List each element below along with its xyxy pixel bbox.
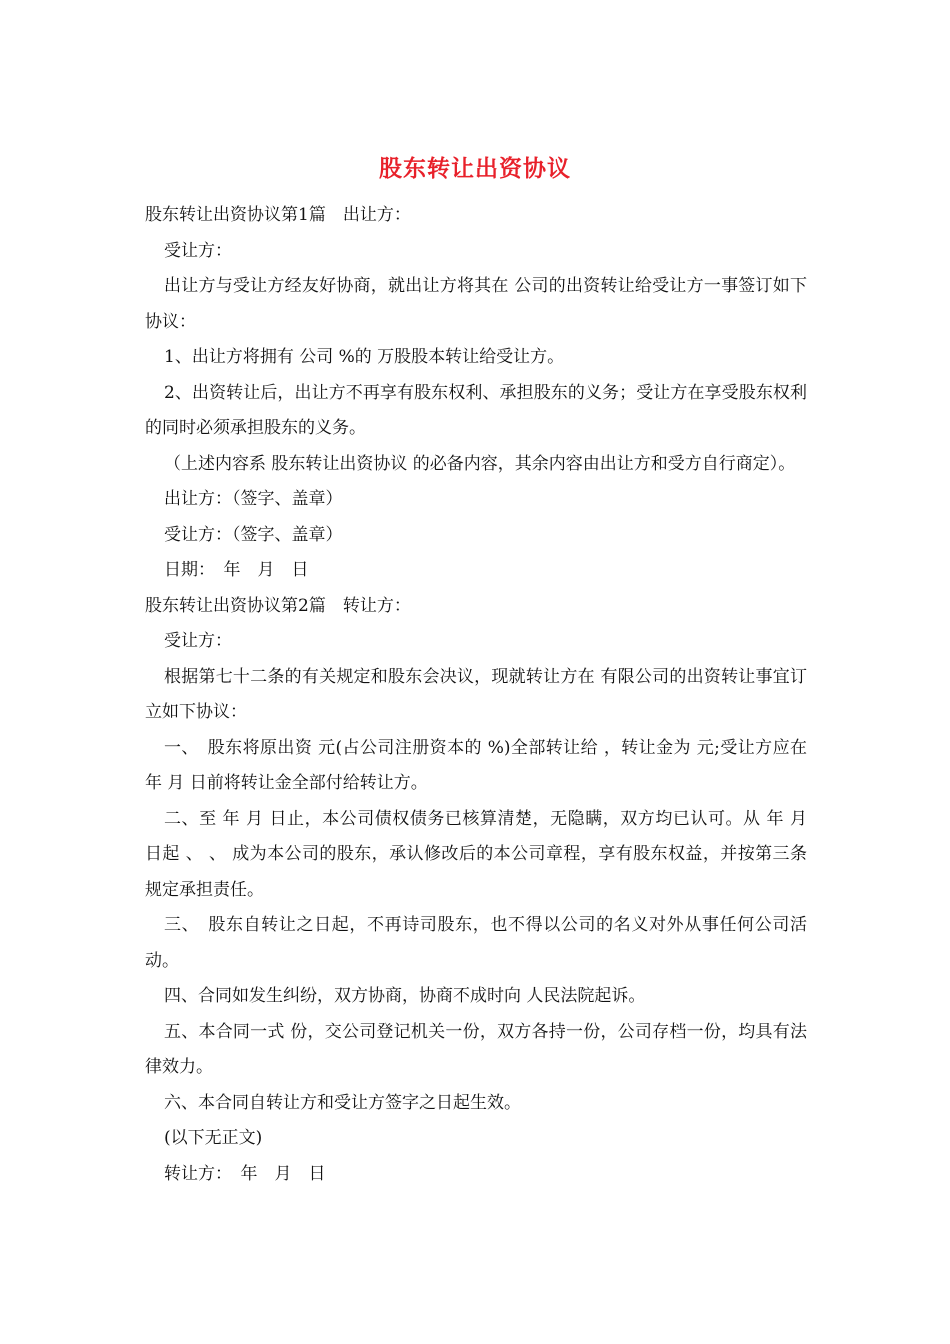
- paragraph: (以下无正文): [164, 1128, 263, 1148]
- paragraph: 二、至 年 月 日止，本公司债权债务已核算清楚，无隐瞒，双方均已认可。从 年 月 日起 、 、 成为本公司的股东，承认修改后的本公司章程，享有股东权益，并按第三条规定承担责任。: [145, 808, 807, 900]
- paragraph: 日期： 年 月 日: [164, 560, 309, 580]
- paragraph: 出让方：（签字、盖章）: [164, 489, 343, 509]
- document-title: 股东转让出资协议: [379, 155, 571, 182]
- paragraph: 2、出资转让后，出让方不再享有股东权利、承担股东的义务；受让方在享受股东权利的同时必须承担股东的义务。: [145, 382, 807, 438]
- paragraph: 出让方与受让方经友好协商，就出让方将其在 公司的出资转让给受让方一事签订如下协议：: [145, 276, 807, 332]
- paragraph: 五、本合同一式 份，交公司登记机关一份，双方各持一份，公司存档一份，均具有法律效力。: [145, 1021, 807, 1077]
- paragraph: 股东转让出资协议第2篇 转让方：: [145, 595, 411, 616]
- paragraph: 转让方： 年 月 日: [164, 1163, 326, 1184]
- paragraph: 受让方：: [164, 240, 232, 261]
- paragraph: 四、合同如发生纠纷，双方协商，协商不成时向 人民法院起诉。: [164, 986, 646, 1006]
- paragraph: 三、 股东自转让之日起，不再诗司股东，也不得以公司的名义对外从事任何公司活动。: [145, 915, 807, 971]
- document-body: [145, 198, 807, 1192]
- paragraph: 一、 股东将原出资 元(占公司注册资本的 %)全部转让给 ，转让金为 元;受让方应在 年 月 日前将转让金全部付给转让方。: [145, 737, 807, 793]
- paragraph: 受让方：: [164, 631, 232, 651]
- paragraph: 1、出让方将拥有 公司 %的 万股股本转让给受让方。: [164, 347, 565, 367]
- paragraph: 根据第七十二条的有关规定和股东会决议，现就转让方在 有限公司的出资转让事宜订立如下协议：: [145, 666, 807, 722]
- paragraph: （上述内容系 股东转让出资协议 的必备内容，其余内容由出让方和受方自行商定）。: [164, 453, 796, 474]
- paragraph: 受让方：（签字、盖章）: [164, 524, 343, 545]
- paragraph: 股东转让出资协议第1篇 出让方：: [145, 205, 411, 225]
- paragraph: 六、本合同自转让方和受让方签字之日起生效。: [164, 1092, 521, 1113]
